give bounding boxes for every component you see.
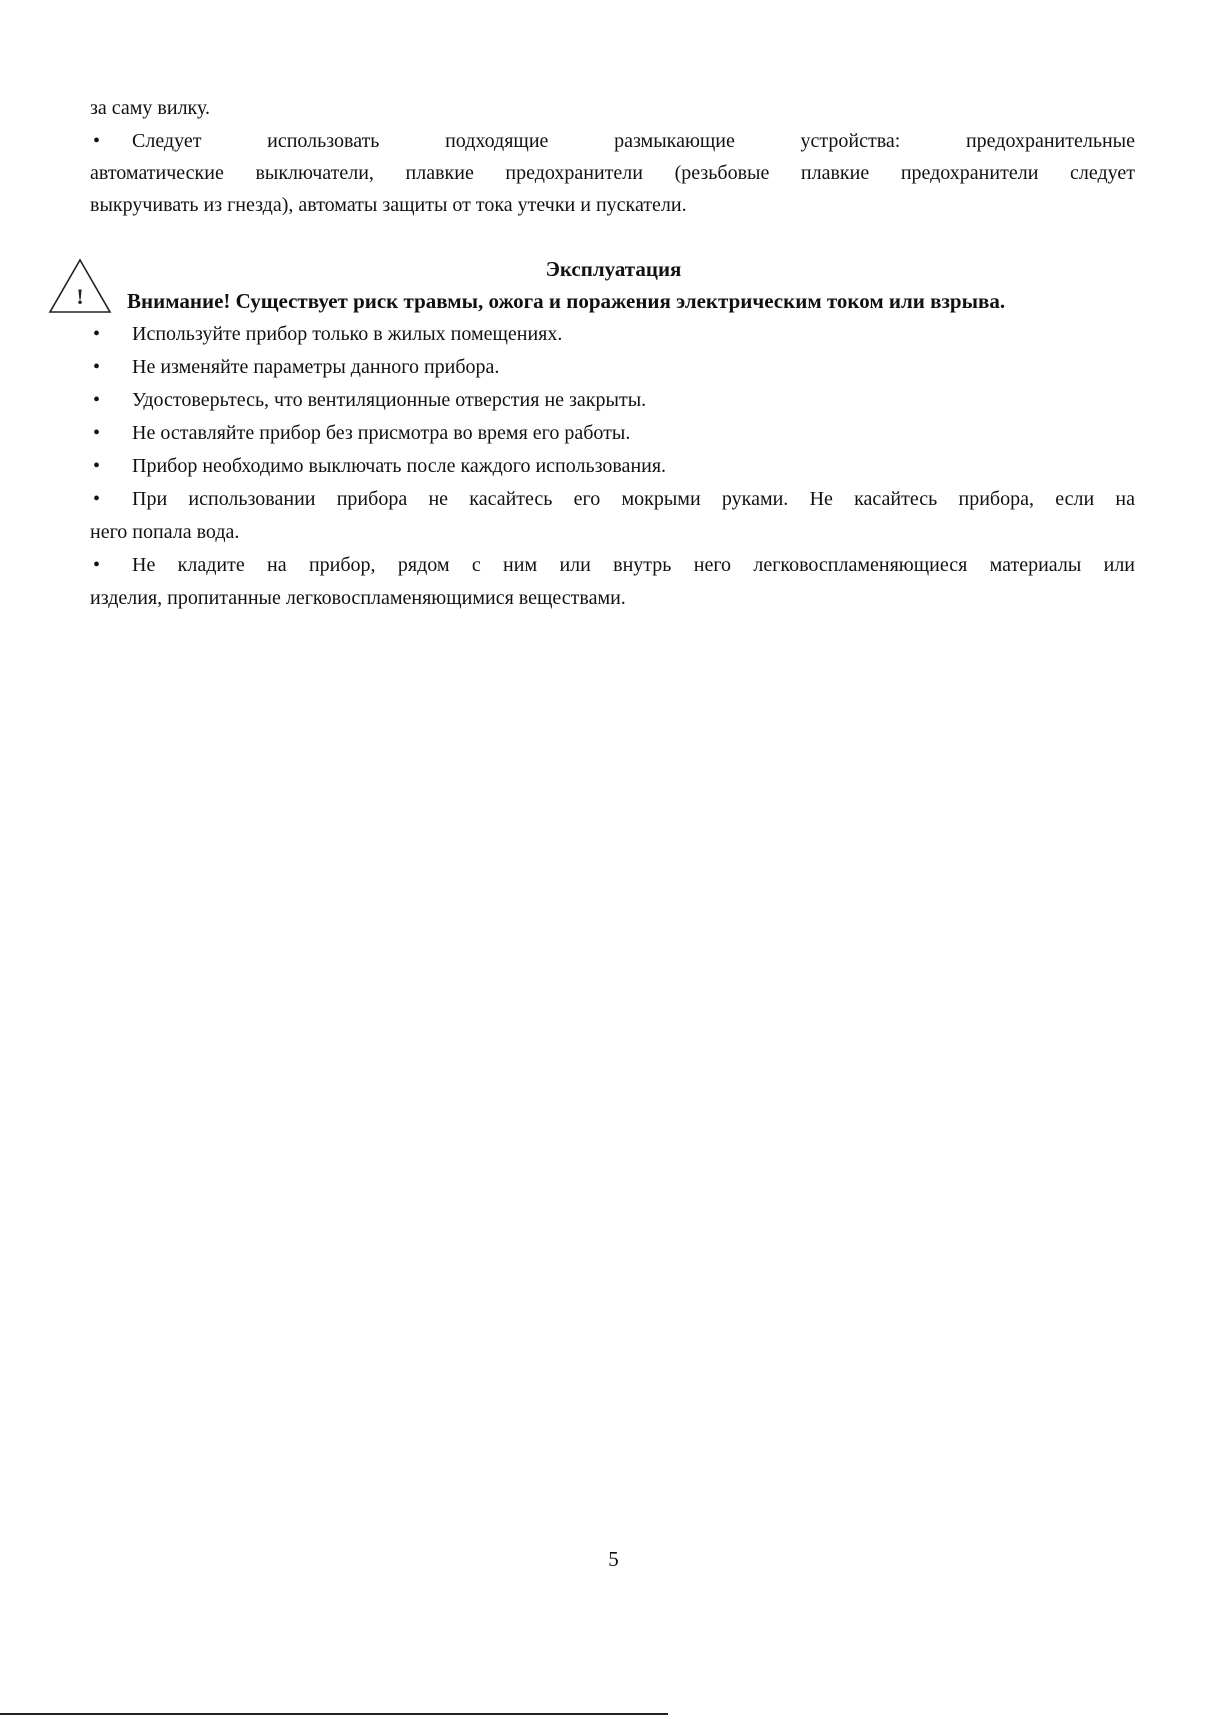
list-item: Не оставляйте прибор без присмотра во время его работы. bbox=[132, 422, 631, 444]
section-title: Эксплуатация bbox=[545, 257, 682, 281]
bullet-marker: • bbox=[93, 323, 101, 345]
bullet-marker: • bbox=[93, 554, 101, 576]
paragraph-line: Следует использовать подходящие размыкающие устройства: предохранительные bbox=[132, 130, 1135, 152]
list-item: При использовании прибора не касайтесь его мокрыми руками. Не касайтесь прибора, если на bbox=[132, 488, 1135, 510]
page-number: 5 bbox=[608, 1547, 619, 1571]
paragraph-line: выкручивать из гнезда), автоматы защиты от тока утечки и пускатели. bbox=[90, 194, 687, 216]
list-item-continuation: него попала вода. bbox=[90, 521, 240, 543]
list-item: Прибор необходимо выключать после каждого использования. bbox=[132, 455, 667, 477]
paragraph-line: автоматические выключатели, плавкие предохранители (резьбовые плавкие предохранители следует bbox=[90, 162, 1135, 184]
bullet-marker: • bbox=[93, 389, 101, 411]
warning-text: Внимание! Существует риск травмы, ожога и поражения электрическим током или взрыва. bbox=[127, 289, 1006, 313]
warning-exclamation: ! bbox=[76, 284, 84, 309]
continuation-line: за саму вилку. bbox=[90, 97, 210, 119]
bullet-marker: • bbox=[93, 488, 101, 510]
bullet-marker: • bbox=[93, 422, 101, 444]
bullet-marker: • bbox=[93, 130, 101, 152]
list-item: Не кладите на прибор, рядом с ним или внутрь него легковоспламеняющиеся материалы или bbox=[132, 554, 1135, 576]
list-item-continuation: изделия, пропитанные легковоспламеняющимися веществами. bbox=[90, 587, 626, 609]
bullet-marker: • bbox=[93, 455, 101, 477]
bottom-divider bbox=[0, 1713, 668, 1715]
list-item: Удостоверьтесь, что вентиляционные отверстия не закрыты. bbox=[132, 389, 647, 411]
warning-triangle-icon bbox=[48, 258, 112, 314]
bullet-marker: • bbox=[93, 356, 101, 378]
list-item: Не изменяйте параметры данного прибора. bbox=[132, 356, 500, 378]
list-item: Используйте прибор только в жилых помещениях. bbox=[132, 323, 563, 345]
